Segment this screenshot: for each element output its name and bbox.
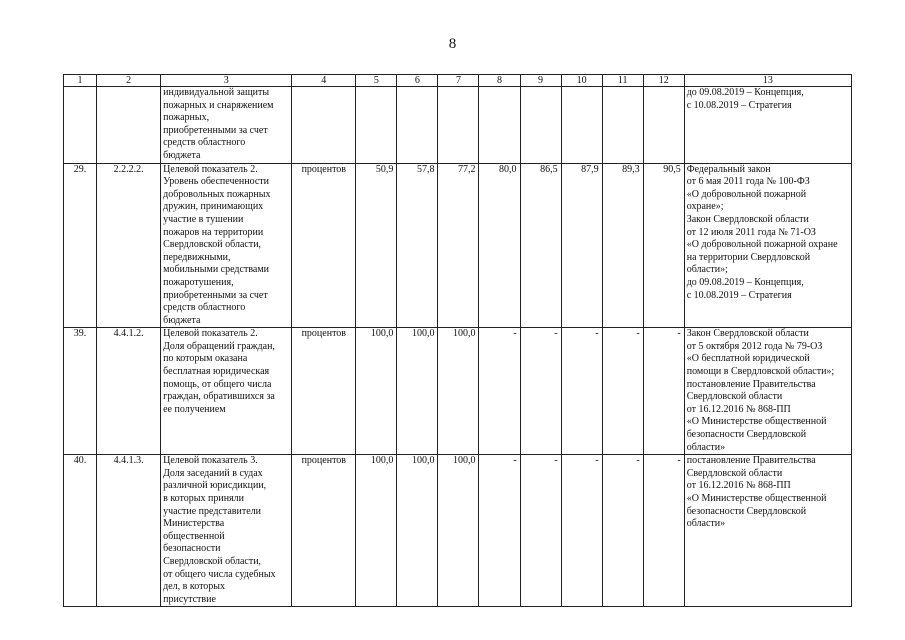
cell <box>397 87 438 164</box>
value-cell: - <box>643 328 684 455</box>
row-code: 4.4.1.2. <box>97 328 161 455</box>
row-number: 29. <box>64 163 97 328</box>
column-header: 4 <box>292 75 356 87</box>
value-cell: 50,9 <box>356 163 397 328</box>
indicator-name-cell: Целевой показатель 3. Доля заседаний в судах различной юрисдикции, в которых приняли участие представители Министерства общественной безопасности Свердловской области, от общего числа судебных дел, в которых присутствие <box>161 455 292 607</box>
cell <box>479 87 520 164</box>
value-cell: - <box>479 455 520 607</box>
indicator-name-cell: Целевой показатель 2. Уровень обеспеченности добровольных пожарных дружин, принимающих участие в тушении пожаров на территории Свердловской области, передвижными, мобильными средствами пожаротушения, приобретенными за счет средств областного бюджета <box>161 163 292 328</box>
row-code: 4.4.1.3. <box>97 455 161 607</box>
value-cell: 100,0 <box>438 455 479 607</box>
cell <box>97 87 161 164</box>
value-cell: 100,0 <box>356 455 397 607</box>
column-header: 7 <box>438 75 479 87</box>
column-header: 2 <box>97 75 161 87</box>
column-header: 11 <box>602 75 643 87</box>
value-cell: 87,9 <box>561 163 602 328</box>
value-cell: - <box>520 455 561 607</box>
column-header: 12 <box>643 75 684 87</box>
unit-cell: процентов <box>292 163 356 328</box>
column-header: 1 <box>64 75 97 87</box>
column-header: 3 <box>161 75 292 87</box>
cell <box>561 87 602 164</box>
unit-cell: процентов <box>292 455 356 607</box>
source-cell: Закон Свердловской области от 5 октября 2012 года № 79-ОЗ «О бесплатной юридической помощи в Свердловской области»; постановление Правительства Свердловской области от 16.12.2016 № 868-ПП «О Министерстве общественной безопасности Свердловской области» <box>684 328 851 455</box>
value-cell: 77,2 <box>438 163 479 328</box>
column-header: 8 <box>479 75 520 87</box>
value-cell: 89,3 <box>602 163 643 328</box>
indicator-name-cell: Целевой показатель 2. Доля обращений граждан, по которым оказана бесплатная юридическая помощь, от общего числа граждан, обратившихся за ее получением <box>161 328 292 455</box>
indicators-table <box>63 74 852 607</box>
value-cell: 100,0 <box>438 328 479 455</box>
cell <box>643 87 684 164</box>
column-header: 9 <box>520 75 561 87</box>
cell <box>602 87 643 164</box>
row-code: 2.2.2.2. <box>97 163 161 328</box>
source-cell: до 09.08.2019 – Концепция, с 10.08.2019 – Стратегия <box>684 87 851 164</box>
unit-cell: процентов <box>292 328 356 455</box>
cell <box>64 87 97 164</box>
cell <box>356 87 397 164</box>
value-cell: 100,0 <box>397 455 438 607</box>
row-number: 40. <box>64 455 97 607</box>
value-cell: - <box>602 328 643 455</box>
value-cell: 100,0 <box>397 328 438 455</box>
value-cell: - <box>643 455 684 607</box>
value-cell: 80,0 <box>479 163 520 328</box>
column-header: 10 <box>561 75 602 87</box>
table-row <box>64 328 852 455</box>
column-header: 6 <box>397 75 438 87</box>
table-row <box>64 455 852 607</box>
source-cell: постановление Правительства Свердловской области от 16.12.2016 № 868-ПП «О Министерстве общественной безопасности Свердловской области» <box>684 455 851 607</box>
row-number: 39. <box>64 328 97 455</box>
indicator-name-cell: индивидуальной защиты пожарных и снаряжением пожарных, приобретенными за счет средств областного бюджета <box>161 87 292 164</box>
page-number: 8 <box>448 36 457 52</box>
column-header: 13 <box>684 75 851 87</box>
table-row <box>64 163 852 328</box>
value-cell: 57,8 <box>397 163 438 328</box>
value-cell: 86,5 <box>520 163 561 328</box>
value-cell: 100,0 <box>356 328 397 455</box>
cell <box>520 87 561 164</box>
column-header: 5 <box>356 75 397 87</box>
value-cell: - <box>479 328 520 455</box>
cell <box>438 87 479 164</box>
header-row <box>64 75 852 87</box>
value-cell: - <box>561 455 602 607</box>
value-cell: - <box>561 328 602 455</box>
value-cell: 90,5 <box>643 163 684 328</box>
table-row-continuation <box>64 87 852 164</box>
cell <box>292 87 356 164</box>
value-cell: - <box>602 455 643 607</box>
source-cell: Федеральный закон от 6 мая 2011 года № 100-ФЗ «О добровольной пожарной охране»; Закон Свердловской области от 12 июля 2011 года № 71-ОЗ «О добровольной пожарной охране на территории Свердловской области»; до 09.08.2019 – Концепция, с 10.08.2019 – Стратегия <box>684 163 851 328</box>
value-cell: - <box>520 328 561 455</box>
